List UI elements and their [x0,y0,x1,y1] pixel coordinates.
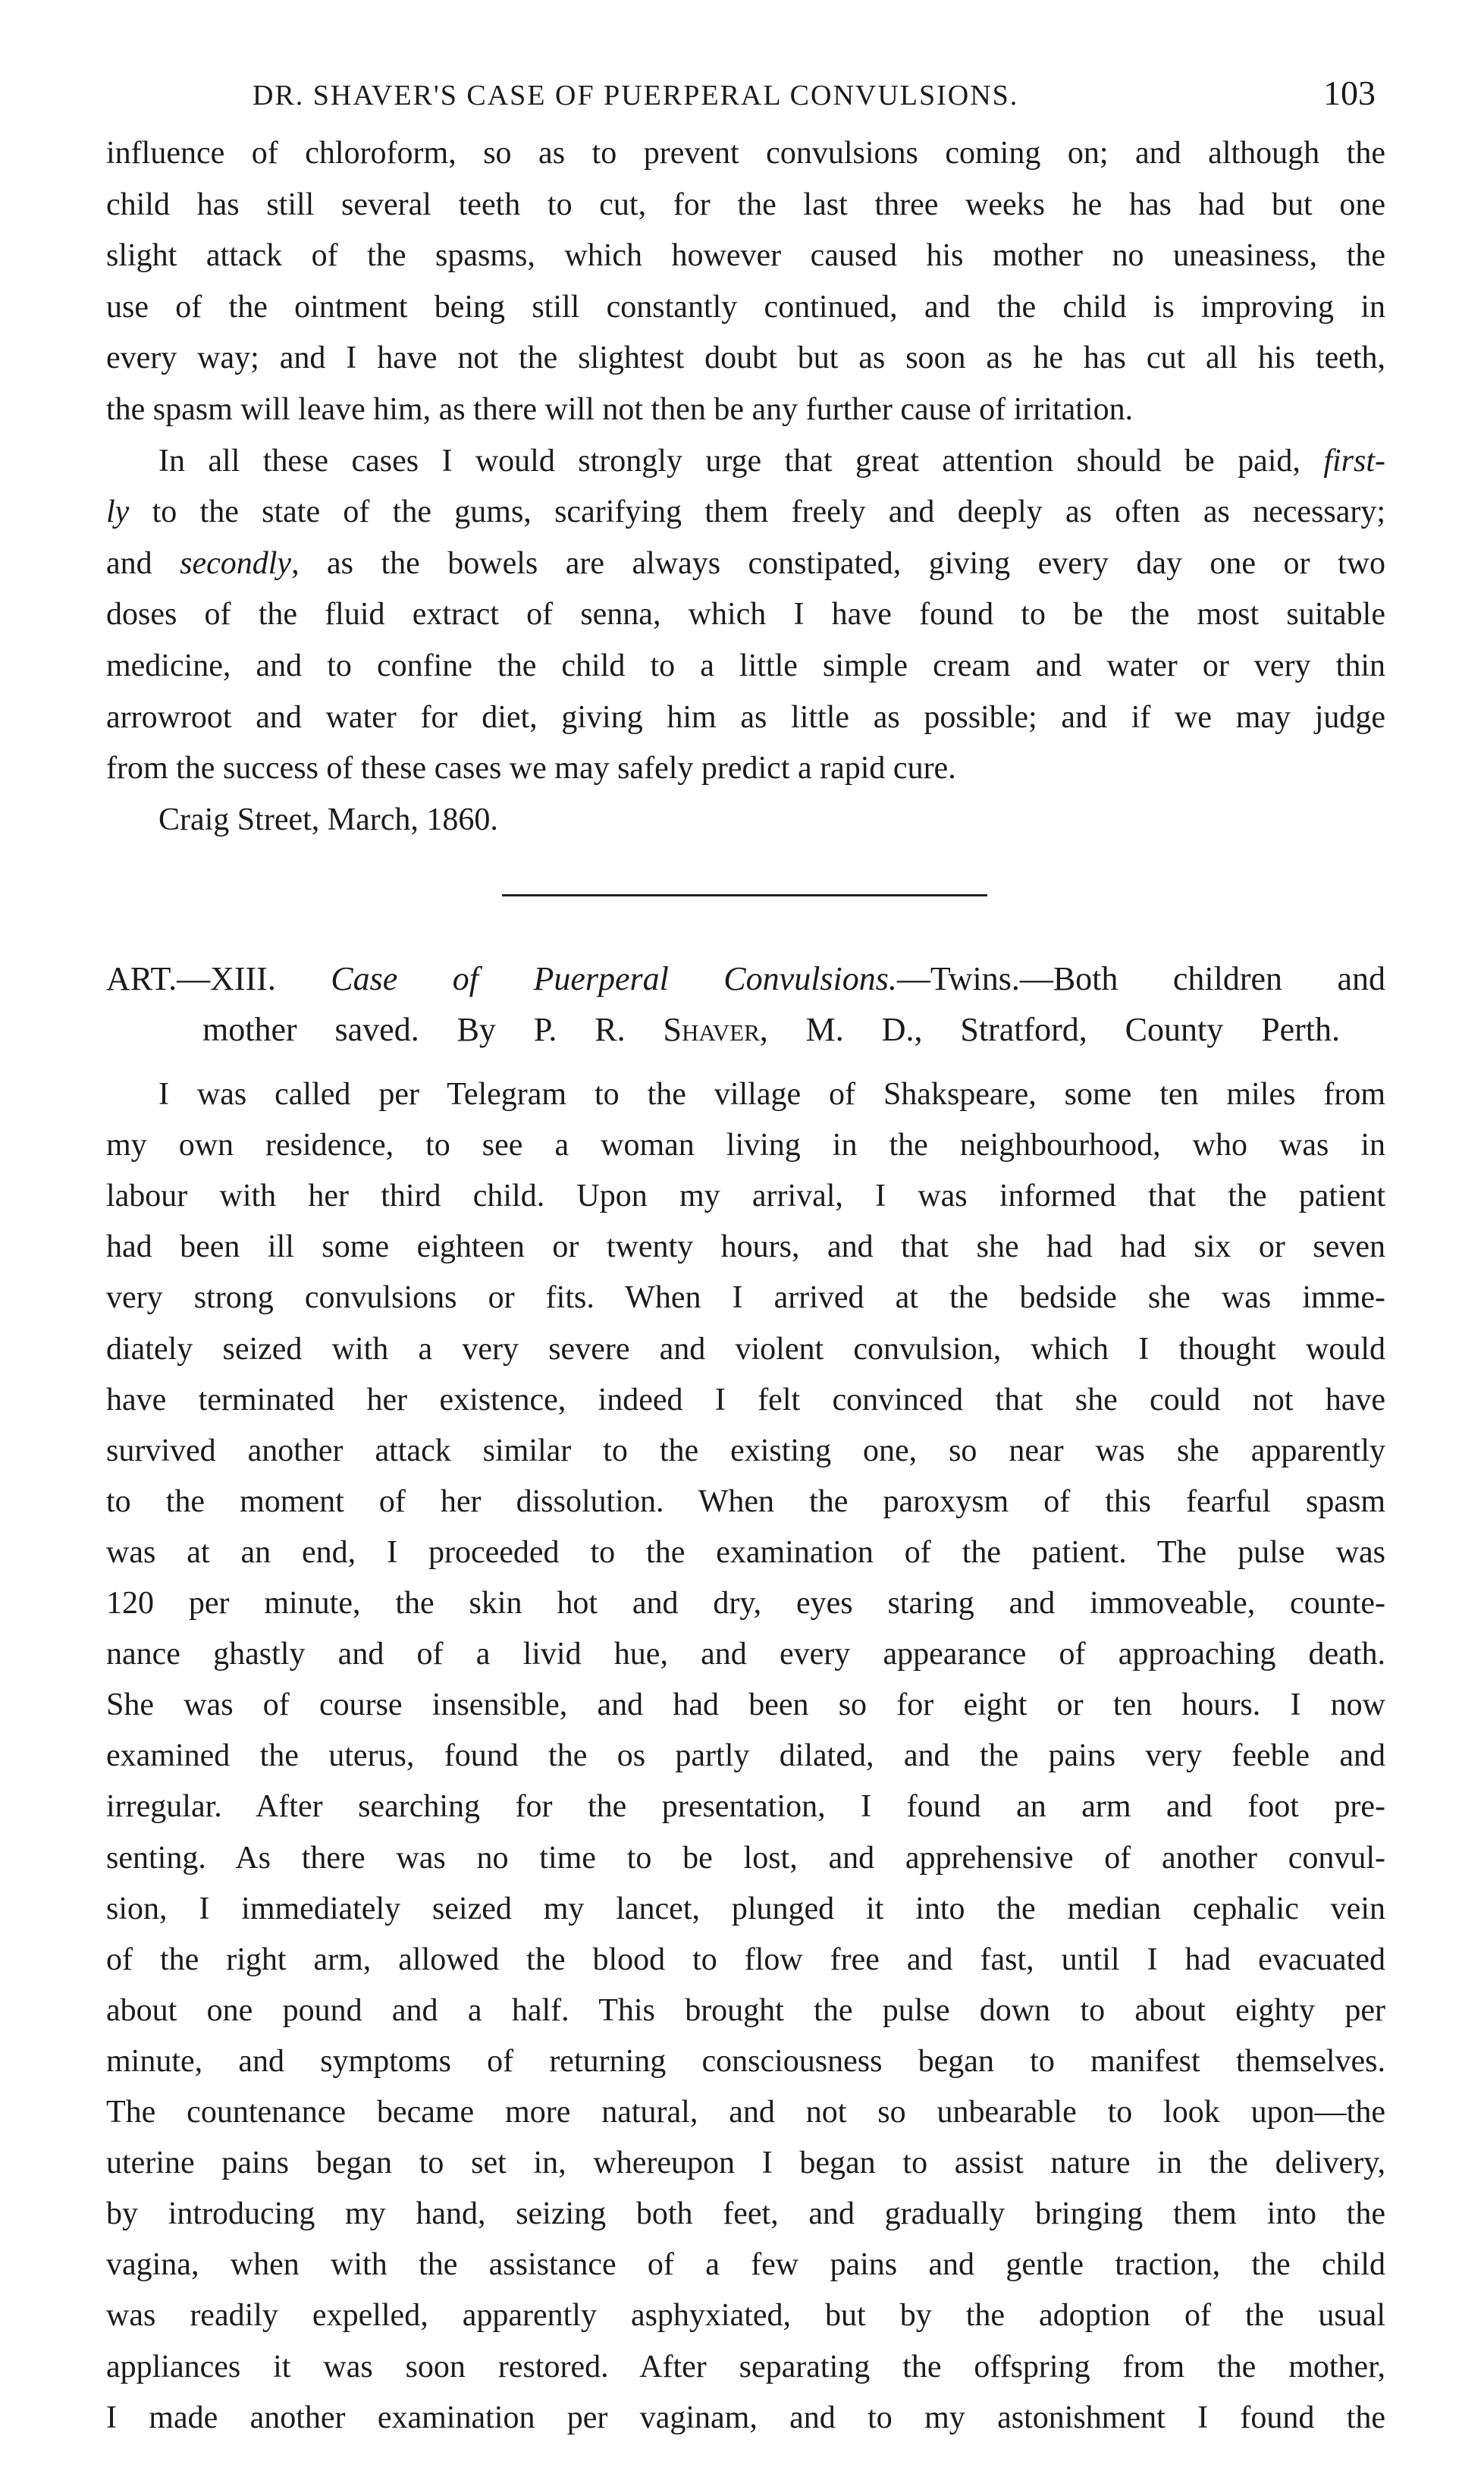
text-line: from the success of these cases we may safely predict a rapid cure. [106,751,956,786]
text-segment: In all these cases I would strongly urge that great attention should be paid, [158,443,1324,479]
italic-text: secondly [180,545,292,581]
text-line: of the right arm, allowed the blood to flow free and fast, until I had evacuated [106,1942,1385,1977]
text-line: arrowroot and water for diet, giving him as little as possible; and if we may judge [106,699,1385,735]
text-line: diately seized with a very severe and violent convulsion, which I thought would [106,1331,1385,1367]
text-line: was at an end, I proceeded to the examination of the patient. The pulse was [106,1534,1385,1570]
signature-line: Craig Street, March, 1860. [158,802,498,837]
text-line: the spasm will leave him, as there will not then be any further cause of irritation. [106,392,1134,427]
text-line: She was of course insensible, and had been so for eight or ten hours. I now [106,1687,1385,1723]
text-line [106,538,1385,589]
text-segment: and [106,545,180,581]
page-number: 103 [1323,74,1376,112]
text-line: about one pound and a half. This brought the pulse down to about eighty per [106,1992,1385,2028]
article-subtitle: —Twins.—Both children and [896,960,1386,997]
text-segment: , as the bowels are always constipated, giving every day one or two [291,545,1385,581]
text-line: influence of chloroform, so as to prevent convulsions coming on; and although the [106,136,1385,171]
text-line: senting. As there was no time to be lost, and apprehensive of another convul- [106,1840,1385,1876]
text-line: use of the ointment being still constantly continued, and the child is improving in [106,289,1385,325]
text-line: to the moment of her dissolution. When the paroxysm of this fearful spasm [106,1483,1385,1519]
text-line: 120 per minute, the skin hot and dry, eyes staring and immoveable, counte- [106,1586,1385,1621]
text-line: nance ghastly and of a livid hue, and every appearance of approaching death. [106,1637,1385,1672]
byline-prefix: mother saved. By P. R. [202,1011,664,1048]
text-line: by introducing my hand, seizing both feet, and gradually bringing them into the [106,2196,1385,2232]
article-title-line-1 [106,953,1385,1005]
text-line: had been ill some eighteen or twenty hours, and that she had had six or seven [106,1229,1385,1265]
author-name: Shaver [663,1011,760,1048]
running-title: DR. SHAVER'S CASE OF PUERPERAL CONVULSIONS. [253,80,1019,111]
italic-text: first- [1323,443,1385,479]
text-line: have terminated her existence, indeed I felt convinced that she could not have [106,1382,1385,1417]
text-line: labour with her third child. Upon my arrival, I was informed that the patient [106,1179,1385,1214]
text-segment: to the state of the gums, scarifying them freely and deeply as often as necessary; [129,494,1385,530]
text-line: I was called per Telegram to the village of Shakspeare, some ten miles from [158,1077,1385,1112]
text-line: appliances it was soon restored. After separating the offspring from the mother, [106,2349,1385,2384]
article-title: Case of Puerperal Convulsions. [331,960,897,997]
text-line: irregular. After searching for the presentation, I found an arm and foot pre- [106,1789,1385,1825]
article-title-line-2 [202,1004,1340,1056]
text-line: vagina, when with the assistance of a few pains and gentle traction, the child [106,2247,1385,2283]
text-line: I made another examination per vaginam, and to my astonishment I found the [106,2400,1385,2435]
section-divider [502,894,987,896]
article-number: ART.—XIII. [106,960,331,997]
text-line: my own residence, to see a woman living in the neighbourhood, who was in [106,1128,1385,1163]
text-line: minute, and symptoms of returning consciousness began to manifest themselves. [106,2043,1385,2079]
text-line: child has still several teeth to cut, for the last three weeks he has had but one [106,187,1385,222]
text-line: slight attack of the spasms, which however caused his mother no uneasiness, the [106,238,1385,274]
text-line [158,435,1385,487]
text-line: was readily expelled, apparently asphyxiated, but by the adoption of the usual [106,2298,1385,2334]
text-line: very strong convulsions or fits. When I arrived at the bedside she was imme- [106,1280,1385,1316]
text-line: every way; and I have not the slightest doubt but as soon as he has cut all his teeth, [106,341,1385,376]
text-line: sion, I immediately seized my lancet, plunged it into the median cephalic vein [106,1891,1385,1926]
text-line: doses of the fluid extract of senna, which I have found to be the most suitable [106,597,1385,633]
text-line: survived another attack similar to the existing one, so near was she apparently [106,1433,1385,1468]
italic-text: ly [106,494,130,530]
text-line: The countenance became more natural, and not so unbearable to look upon—the [106,2095,1385,2130]
text-line [106,486,1385,538]
author-affiliation: , M. D., Stratford, County Perth. [759,1011,1340,1048]
text-line: medicine, and to confine the child to a little simple cream and water or very thin [106,648,1385,683]
text-line: examined the uterus, found the os partly dilated, and the pains very feeble and [106,1738,1385,1774]
text-line: uterine pains began to set in, whereupon I began to assist nature in the delivery, [106,2146,1385,2181]
